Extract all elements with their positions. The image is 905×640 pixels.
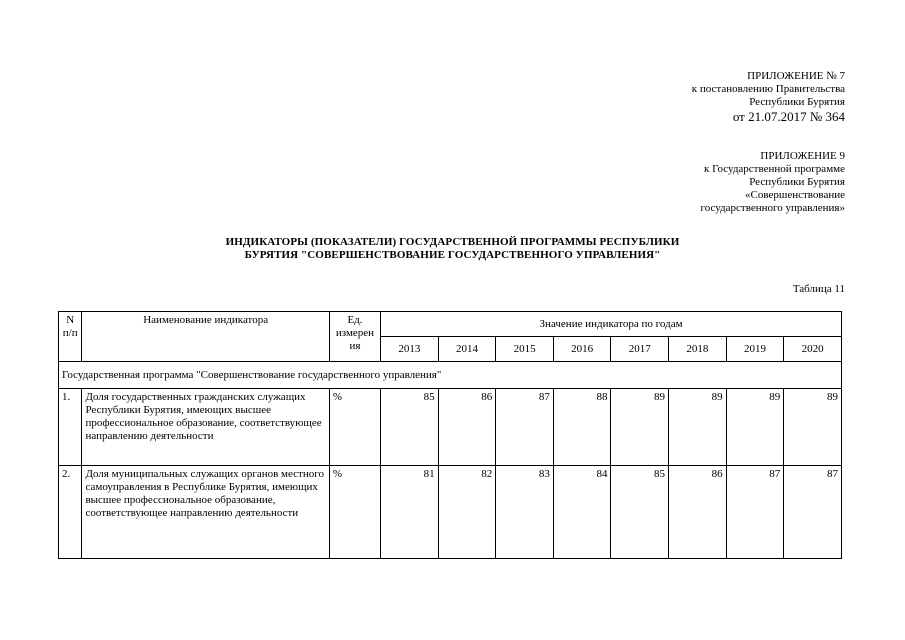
appendix-9-program-2: государственного управления» [700, 202, 845, 214]
appendix-9-program: «Совершенствование [745, 189, 845, 201]
appendix-9-republic: Республики Бурятия [749, 176, 845, 188]
year-header: 2015 [496, 337, 554, 362]
row-value: 86 [438, 389, 496, 466]
table-label: Таблица 11 [792, 283, 845, 295]
section-row [59, 362, 842, 389]
row-value: 86 [669, 466, 727, 559]
appendix-7-header [692, 70, 845, 125]
year-header: 2013 [381, 337, 439, 362]
year-header: 2019 [726, 337, 784, 362]
document-title [0, 236, 905, 262]
header-values-by-year: Значение индикатора по годам [381, 312, 842, 337]
row-indicator-name: Доля муниципальных служащих органов местного самоуправления в Республике Бурятия, имеющих высшее профессиональное образование, соответствующее направлению деятельности [82, 466, 329, 559]
year-header: 2017 [611, 337, 669, 362]
row-unit: % [329, 389, 380, 466]
appendix-7-republic: Республики Бурятия [749, 96, 845, 108]
row-value: 87 [496, 389, 554, 466]
row-value: 87 [784, 466, 842, 559]
appendix-9-header [700, 150, 845, 215]
row-value: 85 [611, 466, 669, 559]
row-value: 87 [726, 466, 784, 559]
row-value: 83 [496, 466, 554, 559]
appendix-7-title: ПРИЛОЖЕНИЕ № 7 [747, 70, 845, 82]
row-value: 84 [553, 466, 611, 559]
row-value: 82 [438, 466, 496, 559]
row-value: 89 [726, 389, 784, 466]
row-number: 1. [59, 389, 82, 466]
year-header: 2018 [669, 337, 727, 362]
year-header: 2014 [438, 337, 496, 362]
document-title-line-1: ИНДИКАТОРЫ (ПОКАЗАТЕЛИ) ГОСУДАРСТВЕННОЙ ПРОГРАММЫ РЕСПУБЛИКИ [225, 236, 680, 248]
row-number: 2. [59, 466, 82, 559]
row-unit: % [329, 466, 380, 559]
table-header-row [59, 312, 842, 337]
table-row [59, 466, 842, 559]
row-value: 89 [611, 389, 669, 466]
indicators-table [58, 311, 842, 559]
row-value: 88 [553, 389, 611, 466]
header-indicator-name: Наименование индикатора [82, 312, 329, 362]
table-row [59, 389, 842, 466]
row-value: 89 [784, 389, 842, 466]
appendix-9-ref: к Государственной программе [704, 163, 845, 175]
row-value: 89 [669, 389, 727, 466]
header-unit: Ед. измерен ия [329, 312, 380, 362]
year-header: 2016 [553, 337, 611, 362]
row-value: 81 [381, 466, 439, 559]
row-value: 85 [381, 389, 439, 466]
document-title-line-2: БУРЯТИЯ "СОВЕРШЕНСТВОВАНИЕ ГОСУДАРСТВЕННОГО УПРАВЛЕНИЯ" [244, 249, 661, 261]
row-indicator-name: Доля государственных гражданских служащих Республики Бурятия, имеющих высшее профессиональное образование, соответствующее направлению деятельности [82, 389, 329, 466]
section-title: Государственная программа "Совершенствование государственного управления" [59, 362, 842, 389]
appendix-9-title: ПРИЛОЖЕНИЕ 9 [760, 150, 845, 162]
appendix-7-ref: к постановлению Правительства [691, 83, 845, 95]
year-header: 2020 [784, 337, 842, 362]
header-number: N п/п [59, 312, 82, 362]
appendix-7-date: от 21.07.2017 № 364 [732, 109, 845, 124]
